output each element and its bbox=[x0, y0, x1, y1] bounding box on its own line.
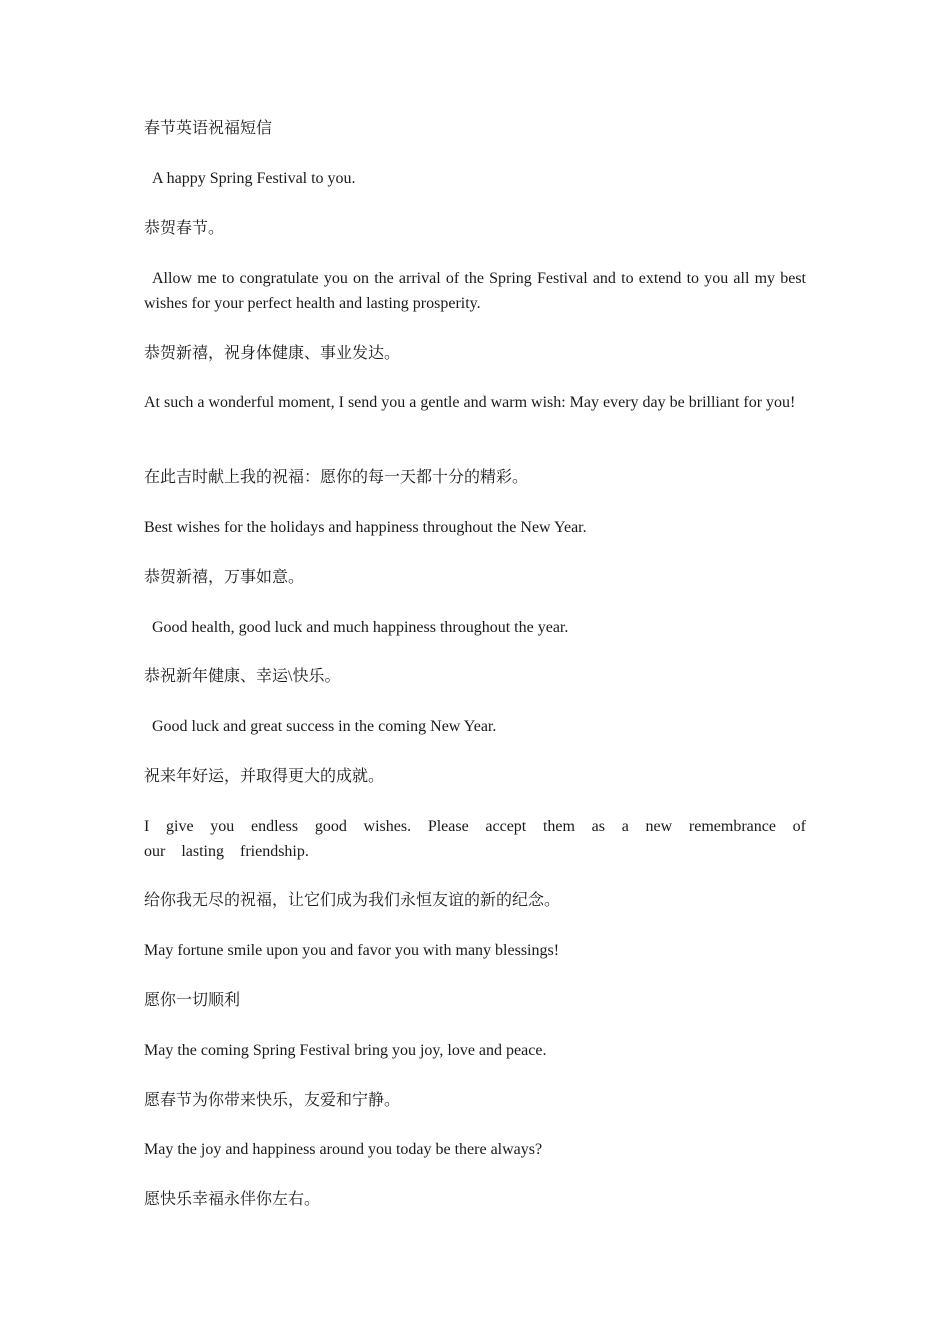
paragraph-6: 在此吉时献上我的祝福：愿你的每一天都十分的精彩。 bbox=[144, 469, 529, 486]
paragraph-2: 恭贺春节。 bbox=[144, 220, 225, 237]
paragraph-12: 祝来年好运，并取得更大的成就。 bbox=[144, 768, 385, 785]
paragraph-13: I give you endless good wishes. Please accept them as a new remembrance of our lasting friendship. bbox=[144, 818, 806, 860]
paragraph-17: May the coming Spring Festival bring you joy, love and peace. bbox=[144, 1042, 547, 1059]
paragraph-9: Good health, good luck and much happiness throughout the year. bbox=[152, 619, 569, 636]
paragraph-15: May fortune smile upon you and favor you with many blessings! bbox=[144, 942, 560, 959]
paragraph-16: 愿你一切顺利 bbox=[144, 992, 241, 1009]
paragraph-20: 愿快乐幸福永伴你左右。 bbox=[144, 1191, 321, 1208]
paragraph-7: Best wishes for the holidays and happiness throughout the New Year. bbox=[144, 519, 587, 536]
paragraph-19: May the joy and happiness around you today be there always? bbox=[144, 1141, 543, 1158]
paragraph-18: 愿春节为你带来快乐，友爱和宁静。 bbox=[144, 1092, 401, 1109]
paragraph-11: Good luck and great success in the coming New Year. bbox=[152, 718, 497, 735]
document-title: 春节英语祝福短信 bbox=[144, 120, 273, 137]
paragraph-10: 恭祝新年健康、幸运\快乐。 bbox=[144, 668, 341, 685]
paragraph-8: 恭贺新禧，万事如意。 bbox=[144, 569, 305, 586]
paragraph-3: Allow me to congratulate you on the arrival of the Spring Festival and to extend to you all my best wishes for your perfect health and lasting prosperity. bbox=[144, 270, 806, 312]
paragraph-5: At such a wonderful moment, I send you a gentle and warm wish: May every day be brilliant for you! bbox=[144, 394, 796, 411]
paragraph-1: A happy Spring Festival to you. bbox=[152, 170, 356, 187]
paragraph-4: 恭贺新禧，祝身体健康、事业发达。 bbox=[144, 345, 401, 362]
paragraph-14: 给你我无尽的祝福，让它们成为我们永恒友谊的新的纪念。 bbox=[144, 892, 561, 909]
